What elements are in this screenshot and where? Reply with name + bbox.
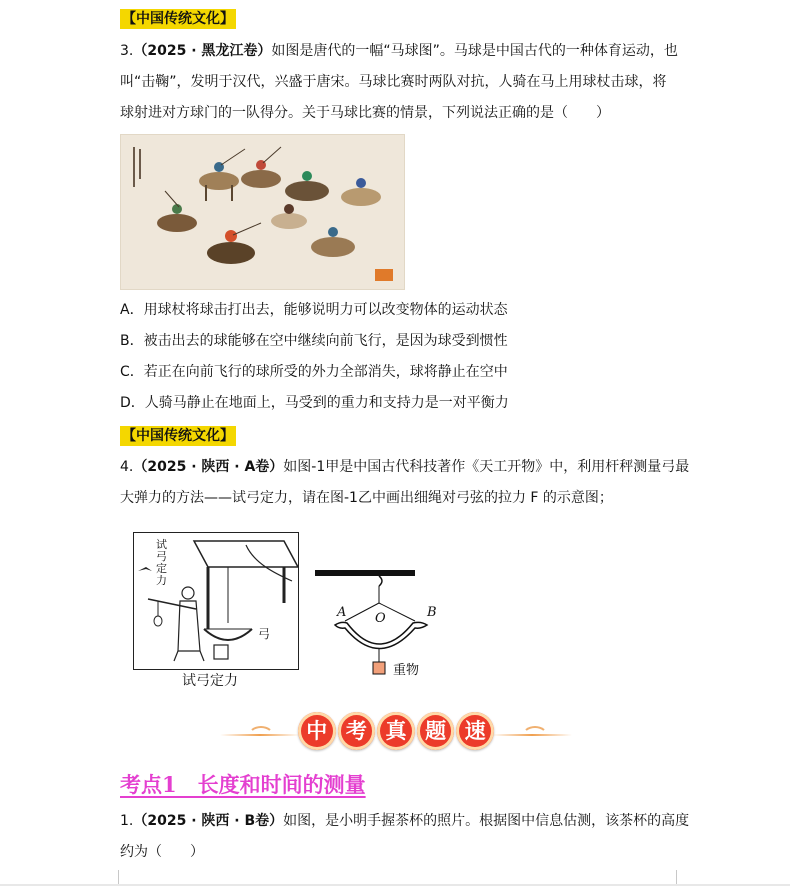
banner-right-swirl-icon [522, 726, 548, 746]
section-heading: 考点1 长度和时间的测量 [120, 772, 366, 797]
figure-left-vertical-label: 试弓定力 [156, 538, 167, 587]
banner-char: 考 [338, 712, 376, 750]
question-1-line-1 [120, 811, 689, 831]
question-source: （2025 · 黑龙江卷） [133, 43, 272, 59]
banner-char: 速 [456, 712, 494, 750]
page-corner-mark [104, 870, 119, 884]
category-tag: 【中国传统文化】 [122, 428, 234, 444]
question-source: （2025 · 陕西 · A卷） [133, 459, 284, 475]
question-text: 如图，是小明手握茶杯的照片。根据图中信息估测，该茶杯的高度 [283, 813, 690, 829]
question-4-line-1 [120, 457, 689, 477]
banner-title [298, 712, 494, 754]
banner-char: 题 [417, 712, 455, 750]
question-number: 1. [120, 813, 134, 829]
label-b: B [427, 605, 437, 620]
question-number: 4. [120, 459, 134, 475]
label-o: O [375, 611, 386, 626]
question-text: 如图-1甲是中国古代科技著作《天工开物》中，利用杆秤测量弓最 [283, 459, 690, 475]
polo-painting-image [120, 134, 405, 290]
question-1-line-2: 约为（ ） [120, 844, 204, 860]
question-3-line-1 [120, 41, 678, 61]
figure-left-caption: 试弓定力 [182, 673, 238, 689]
page-corner-mark [676, 870, 691, 884]
question-number: 3. [120, 43, 134, 59]
question-text: 如图是唐代的一幅“马球图”。马球是中国古代的一种体育运动，也 [271, 43, 678, 59]
option-c: C．若正在向前飞行的球所受的外力全部消失，球将静止在空中 [120, 364, 508, 380]
polo-painting-illustration [121, 135, 404, 289]
question-3-line-2: 叫“击鞠”，发明于汉代，兴盛于唐宋。马球比赛时两队对抗，人骑在马上用球杖击球，将 [120, 74, 667, 90]
weight-label: 重物 [393, 663, 420, 678]
label-a: A [337, 605, 347, 620]
category-tag: 【中国传统文化】 [122, 11, 234, 27]
question-3-line-3: 球射进对方球门的一队得分。关于马球比赛的情景，下列说法正确的是（ ） [120, 105, 610, 121]
figure-left-bow-label: 弓 [258, 627, 271, 641]
option-a: A．用球杖将球击打出去，能够说明力可以改变物体的运动状态 [120, 302, 508, 318]
figure-right [315, 565, 445, 680]
banner-char: 真 [377, 712, 415, 750]
banner-left-swirl-icon [248, 726, 274, 746]
banner-char: 中 [298, 712, 336, 750]
question-source: （2025 · 陕西 · B卷） [133, 813, 284, 829]
question-4-line-2: 大弹力的方法——试弓定力，请在图-1乙中画出细绳对弓弦的拉力 F 的示意图； [120, 490, 613, 506]
option-b: B．被击出去的球能够在空中继续向前飞行，是因为球受到惯性 [120, 333, 508, 349]
option-d: D．人骑马静止在地面上，马受到的重力和支持力是一对平衡力 [120, 395, 509, 411]
figure-left-frame [133, 532, 299, 670]
